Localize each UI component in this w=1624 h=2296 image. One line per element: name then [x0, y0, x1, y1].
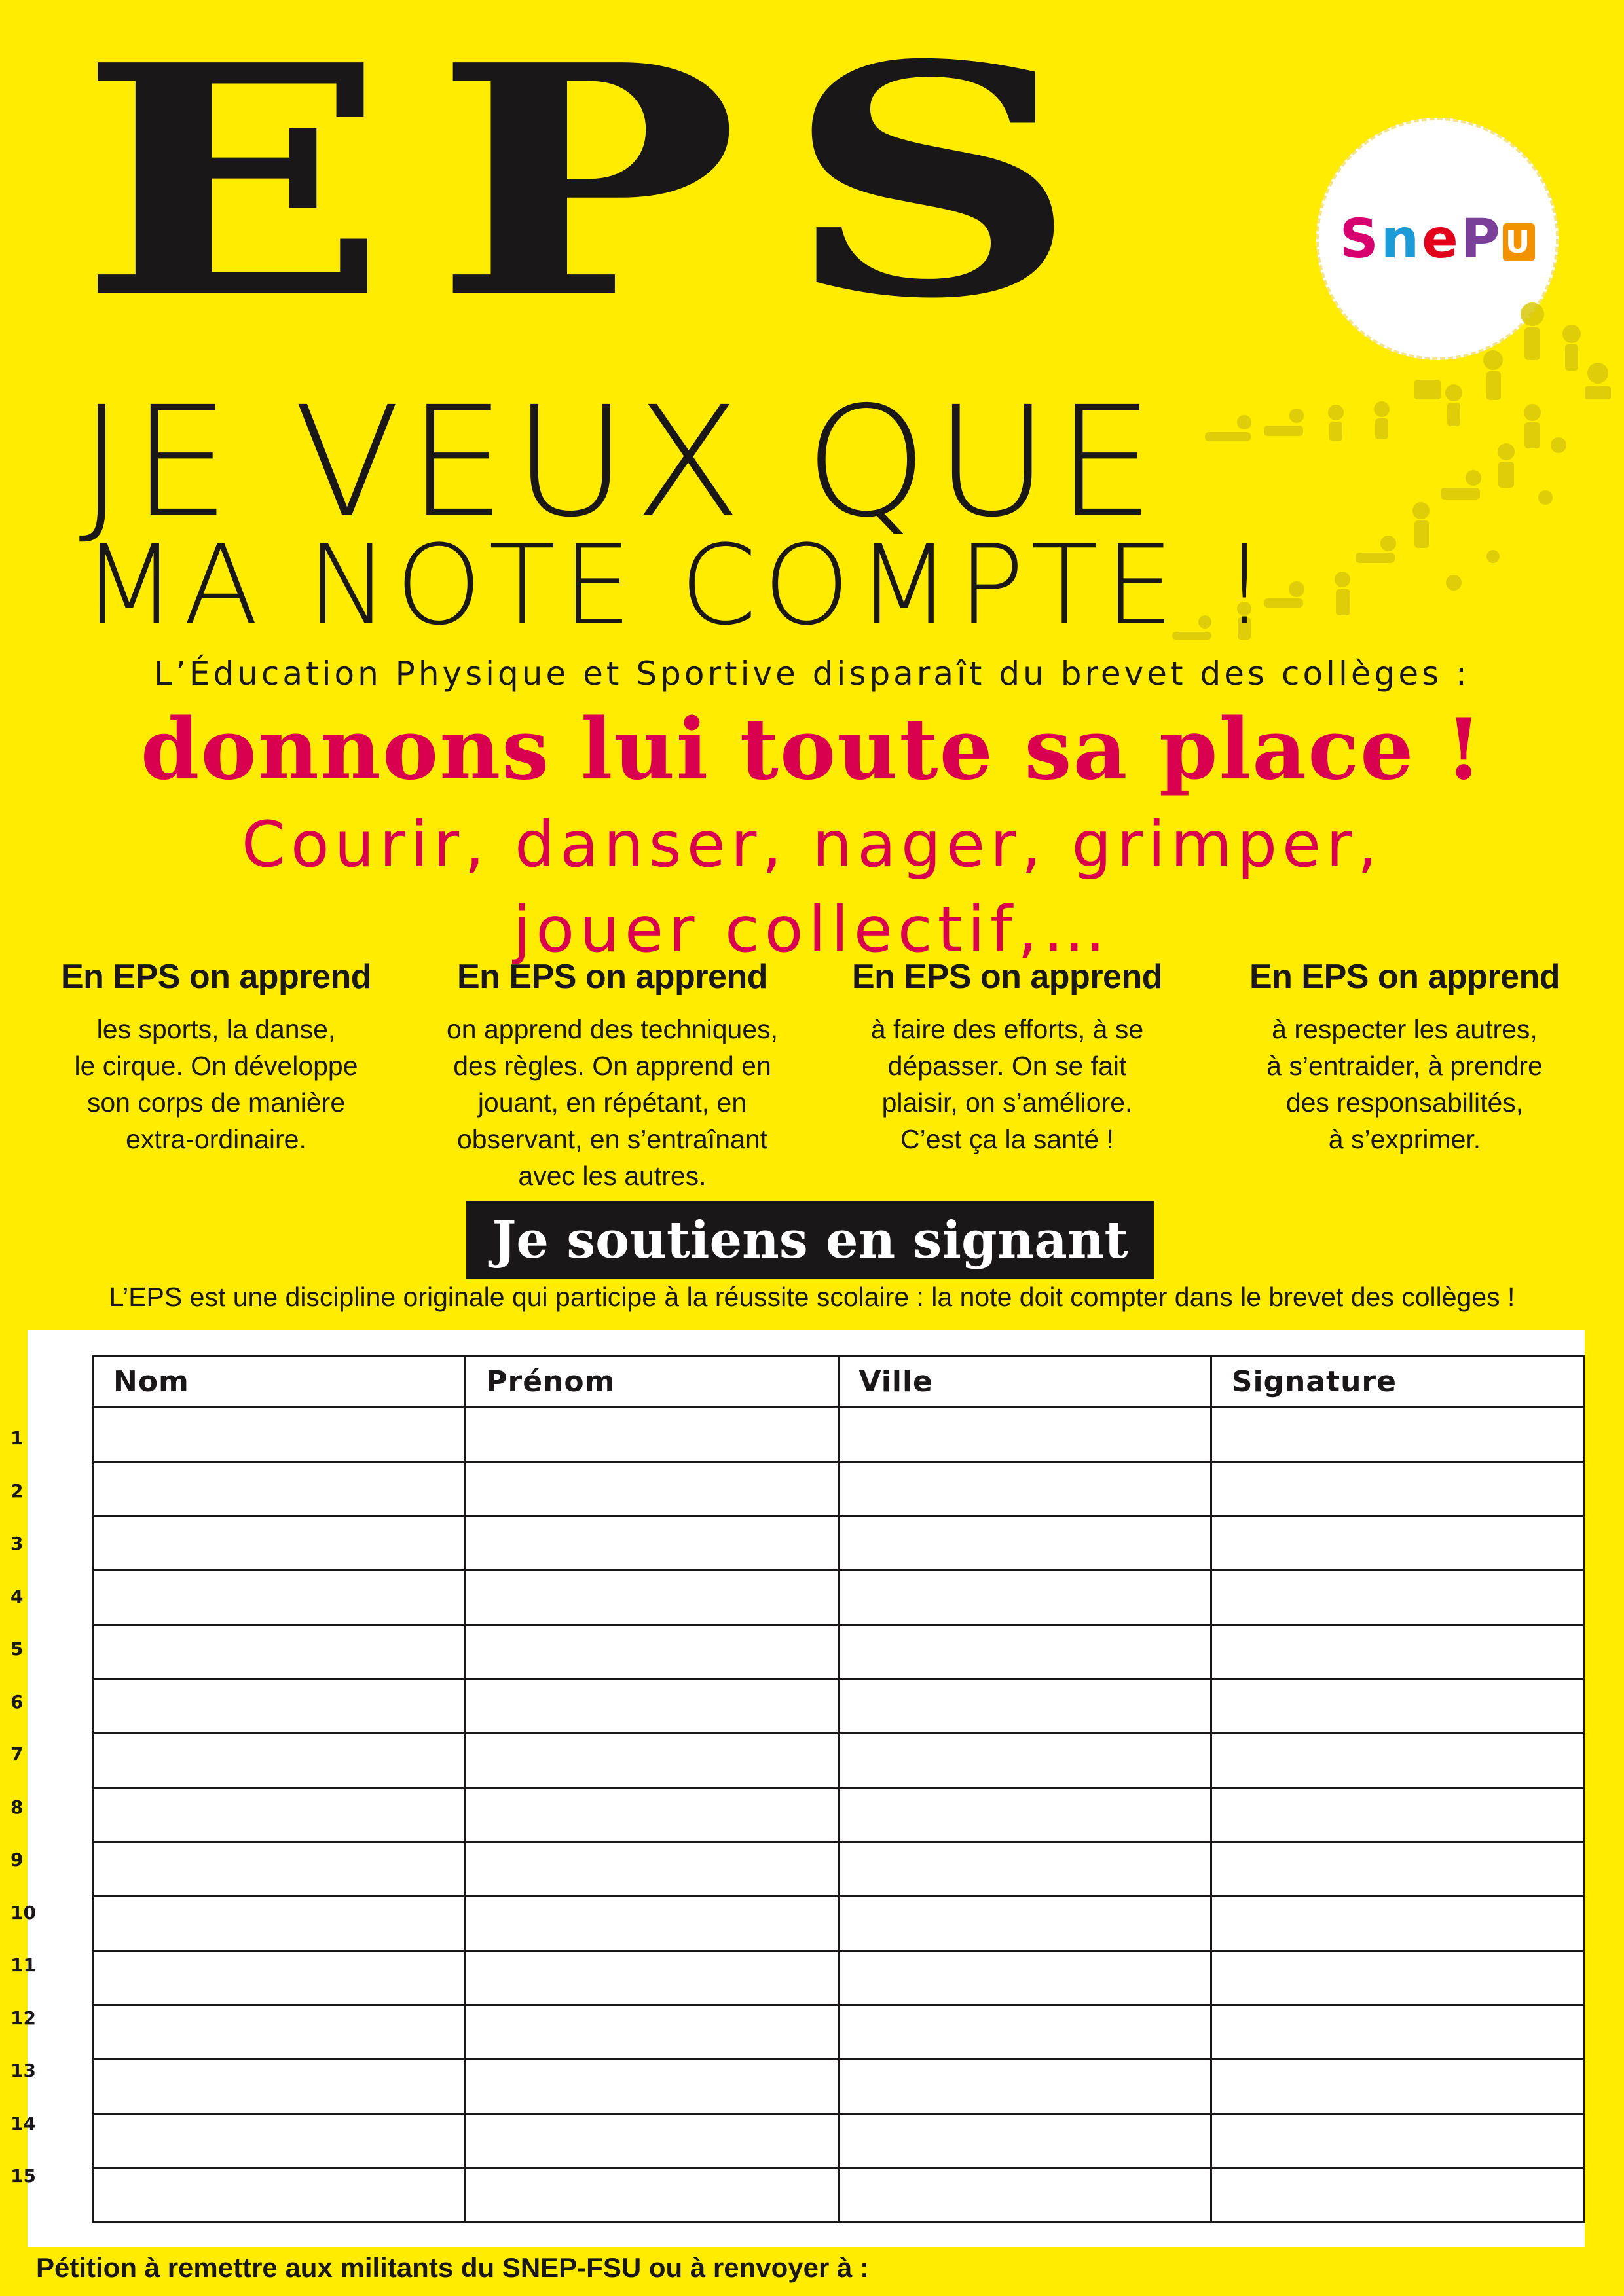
activities-text: [0, 802, 1624, 972]
activities-line: Courir, danser, nager, grimper,: [241, 808, 1383, 881]
headline-line-1: JE VEUX QUE: [79, 374, 1162, 551]
column-line: jouant, en répétant, en: [477, 1087, 747, 1118]
row-number: 2: [10, 1480, 24, 1502]
table-row: [93, 2060, 1584, 2114]
signature-cell[interactable]: [1211, 1951, 1583, 2005]
row-number: 15: [10, 2165, 36, 2187]
prenom-cell[interactable]: [466, 1897, 838, 1951]
column-line: son corps de manière: [86, 1087, 346, 1118]
row-number: 9: [10, 1849, 24, 1870]
prenom-cell[interactable]: [466, 2168, 838, 2223]
table-row: [93, 1625, 1584, 1679]
signature-cell[interactable]: [1211, 2060, 1583, 2114]
column-line: à s’entraider, à prendre: [1266, 1051, 1543, 1081]
signature-cell[interactable]: [1211, 2168, 1583, 2223]
row-number: 5: [10, 1638, 24, 1660]
column-line: des règles. On apprend en: [453, 1051, 771, 1081]
table-row: [93, 1516, 1584, 1571]
prenom-cell[interactable]: [466, 1408, 838, 1462]
nom-cell[interactable]: [93, 1462, 466, 1516]
prenom-cell[interactable]: [466, 1462, 838, 1516]
prenom-cell[interactable]: [466, 2005, 838, 2060]
ville-cell[interactable]: [838, 2005, 1211, 2060]
column-title: En EPS on apprend: [61, 958, 371, 996]
info-column: [429, 957, 796, 1194]
table-row: [93, 1951, 1584, 2005]
nom-cell[interactable]: [93, 2005, 466, 2060]
nom-cell[interactable]: [93, 1951, 466, 2005]
column-line: des responsabilités,: [1285, 1087, 1524, 1118]
ville-cell[interactable]: [838, 1679, 1211, 1734]
eps-title: EPS: [79, 0, 1124, 369]
column-title: En EPS on apprend: [1249, 958, 1560, 996]
ville-cell[interactable]: [838, 2168, 1211, 2223]
table-header-row: [93, 1356, 1584, 1408]
column-line: à faire des efforts, à se: [870, 1014, 1144, 1044]
headline-line-2: MA NOTE COMPTE !: [82, 521, 1273, 649]
footer-text: Pétition à remettre aux militants du SNEP-FSU ou à renvoyer à :: [36, 2252, 869, 2283]
prenom-cell[interactable]: [466, 1625, 838, 1679]
row-number: 7: [10, 1743, 24, 1765]
prenom-cell[interactable]: [466, 1951, 838, 2005]
signature-cell[interactable]: [1211, 1897, 1583, 1951]
signature-cell[interactable]: [1211, 1842, 1583, 1897]
info-column: [33, 957, 399, 1157]
ville-cell[interactable]: [838, 1462, 1211, 1516]
ville-cell[interactable]: [838, 1571, 1211, 1625]
nom-cell[interactable]: [93, 1516, 466, 1571]
signature-cell[interactable]: [1211, 1462, 1583, 1516]
prenom-cell[interactable]: [466, 1571, 838, 1625]
column-title: En EPS on apprend: [457, 958, 767, 996]
signature-cell[interactable]: [1211, 2114, 1583, 2168]
prenom-cell[interactable]: [466, 2114, 838, 2168]
signature-cell[interactable]: [1211, 1679, 1583, 1734]
statement-text: L’EPS est une discipline originale qui participe à la réussite scolaire : la note doit compter dans le brevet des collèges !: [109, 1282, 1515, 1312]
ville-cell[interactable]: [838, 1897, 1211, 1951]
column-line: plaisir, on s’améliore.: [881, 1087, 1133, 1118]
table-row: [93, 1842, 1584, 1897]
column-title: En EPS on apprend: [852, 958, 1162, 996]
nom-cell[interactable]: [93, 1788, 466, 1842]
row-number: 6: [10, 1690, 24, 1713]
signature-cell[interactable]: [1211, 1788, 1583, 1842]
nom-cell[interactable]: [93, 2114, 466, 2168]
ville-cell[interactable]: [838, 1842, 1211, 1897]
header-signature: Signature: [1211, 1356, 1583, 1408]
snep-fsu-logo-icon: SnePU: [1340, 208, 1536, 270]
row-number: 1: [10, 1427, 24, 1449]
nom-cell[interactable]: [93, 1679, 466, 1734]
row-number: 3: [10, 1533, 24, 1554]
row-number: 10: [10, 1901, 36, 1923]
prenom-cell[interactable]: [466, 1516, 838, 1571]
table-row: [93, 2005, 1584, 2060]
column-line: à respecter les autres,: [1272, 1014, 1538, 1044]
table-row: [93, 1734, 1584, 1788]
column-line: on apprend des techniques,: [446, 1014, 779, 1044]
ville-cell[interactable]: [838, 1734, 1211, 1788]
signature-cell[interactable]: [1211, 1571, 1583, 1625]
header-nom: Nom: [93, 1356, 466, 1408]
signature-cell[interactable]: [1211, 1516, 1583, 1571]
signature-cell[interactable]: [1211, 1625, 1583, 1679]
table-row: [93, 1897, 1584, 1951]
column-line: C’est ça la santé !: [900, 1124, 1114, 1154]
column-line: les sports, la danse,: [96, 1014, 336, 1044]
signature-cell[interactable]: [1211, 2005, 1583, 2060]
prenom-cell[interactable]: [466, 1842, 838, 1897]
prenom-cell[interactable]: [466, 1788, 838, 1842]
row-number: 11: [10, 1954, 36, 1976]
ville-cell[interactable]: [838, 1951, 1211, 2005]
row-number: 13: [10, 2060, 36, 2081]
table-row: [93, 1408, 1584, 1462]
prenom-cell[interactable]: [466, 1679, 838, 1734]
nom-cell[interactable]: [93, 1625, 466, 1679]
ville-cell[interactable]: [838, 2060, 1211, 2114]
ville-cell[interactable]: [838, 1516, 1211, 1571]
ville-cell[interactable]: [838, 2114, 1211, 2168]
table-row: [93, 2168, 1584, 2223]
prenom-cell[interactable]: [466, 1734, 838, 1788]
ville-cell[interactable]: [838, 1625, 1211, 1679]
nom-cell[interactable]: [93, 1571, 466, 1625]
column-line: dépasser. On se fait: [887, 1051, 1127, 1081]
column-line: avec les autres.: [518, 1161, 707, 1191]
nom-cell[interactable]: [93, 1897, 466, 1951]
slogan: donnons lui toute sa place !: [140, 701, 1484, 799]
table-row: [93, 1788, 1584, 1842]
column-line: à s’exprimer.: [1328, 1124, 1481, 1154]
info-column: [1221, 957, 1588, 1157]
table-row: [93, 1679, 1584, 1734]
column-line: observant, en s’entraînant: [456, 1124, 768, 1154]
activities-line: jouer collectif,…: [513, 893, 1111, 966]
row-number: 8: [10, 1796, 24, 1818]
ville-cell[interactable]: [838, 1788, 1211, 1842]
prenom-cell[interactable]: [466, 2060, 838, 2114]
signature-panel: [28, 1330, 1585, 2247]
column-line: extra-ordinaire.: [126, 1124, 306, 1154]
ville-cell[interactable]: [838, 1408, 1211, 1462]
table-row: [93, 2114, 1584, 2168]
signature-cell[interactable]: [1211, 1734, 1583, 1788]
column-line: le cirque. On développe: [74, 1051, 358, 1081]
nom-cell[interactable]: [93, 1408, 466, 1462]
header-ville: Ville: [838, 1356, 1211, 1408]
info-column: [824, 957, 1190, 1157]
nom-cell[interactable]: [93, 1842, 466, 1897]
table-row: [93, 1462, 1584, 1516]
header-prenom: Prénom: [466, 1356, 838, 1408]
row-number: 14: [10, 2112, 36, 2134]
intro-text: L’Éducation Physique et Sportive disparaît du brevet des collèges :: [154, 655, 1470, 693]
row-number: 4: [10, 1585, 24, 1607]
table-row: [93, 1571, 1584, 1625]
signature-cell[interactable]: [1211, 1408, 1583, 1462]
nom-cell[interactable]: [93, 1734, 466, 1788]
support-banner: Je soutiens en signant: [466, 1201, 1154, 1279]
nom-cell[interactable]: [93, 2168, 466, 2223]
nom-cell[interactable]: [93, 2060, 466, 2114]
row-number: 12: [10, 2007, 36, 2029]
petition-table: [92, 1355, 1585, 2223]
